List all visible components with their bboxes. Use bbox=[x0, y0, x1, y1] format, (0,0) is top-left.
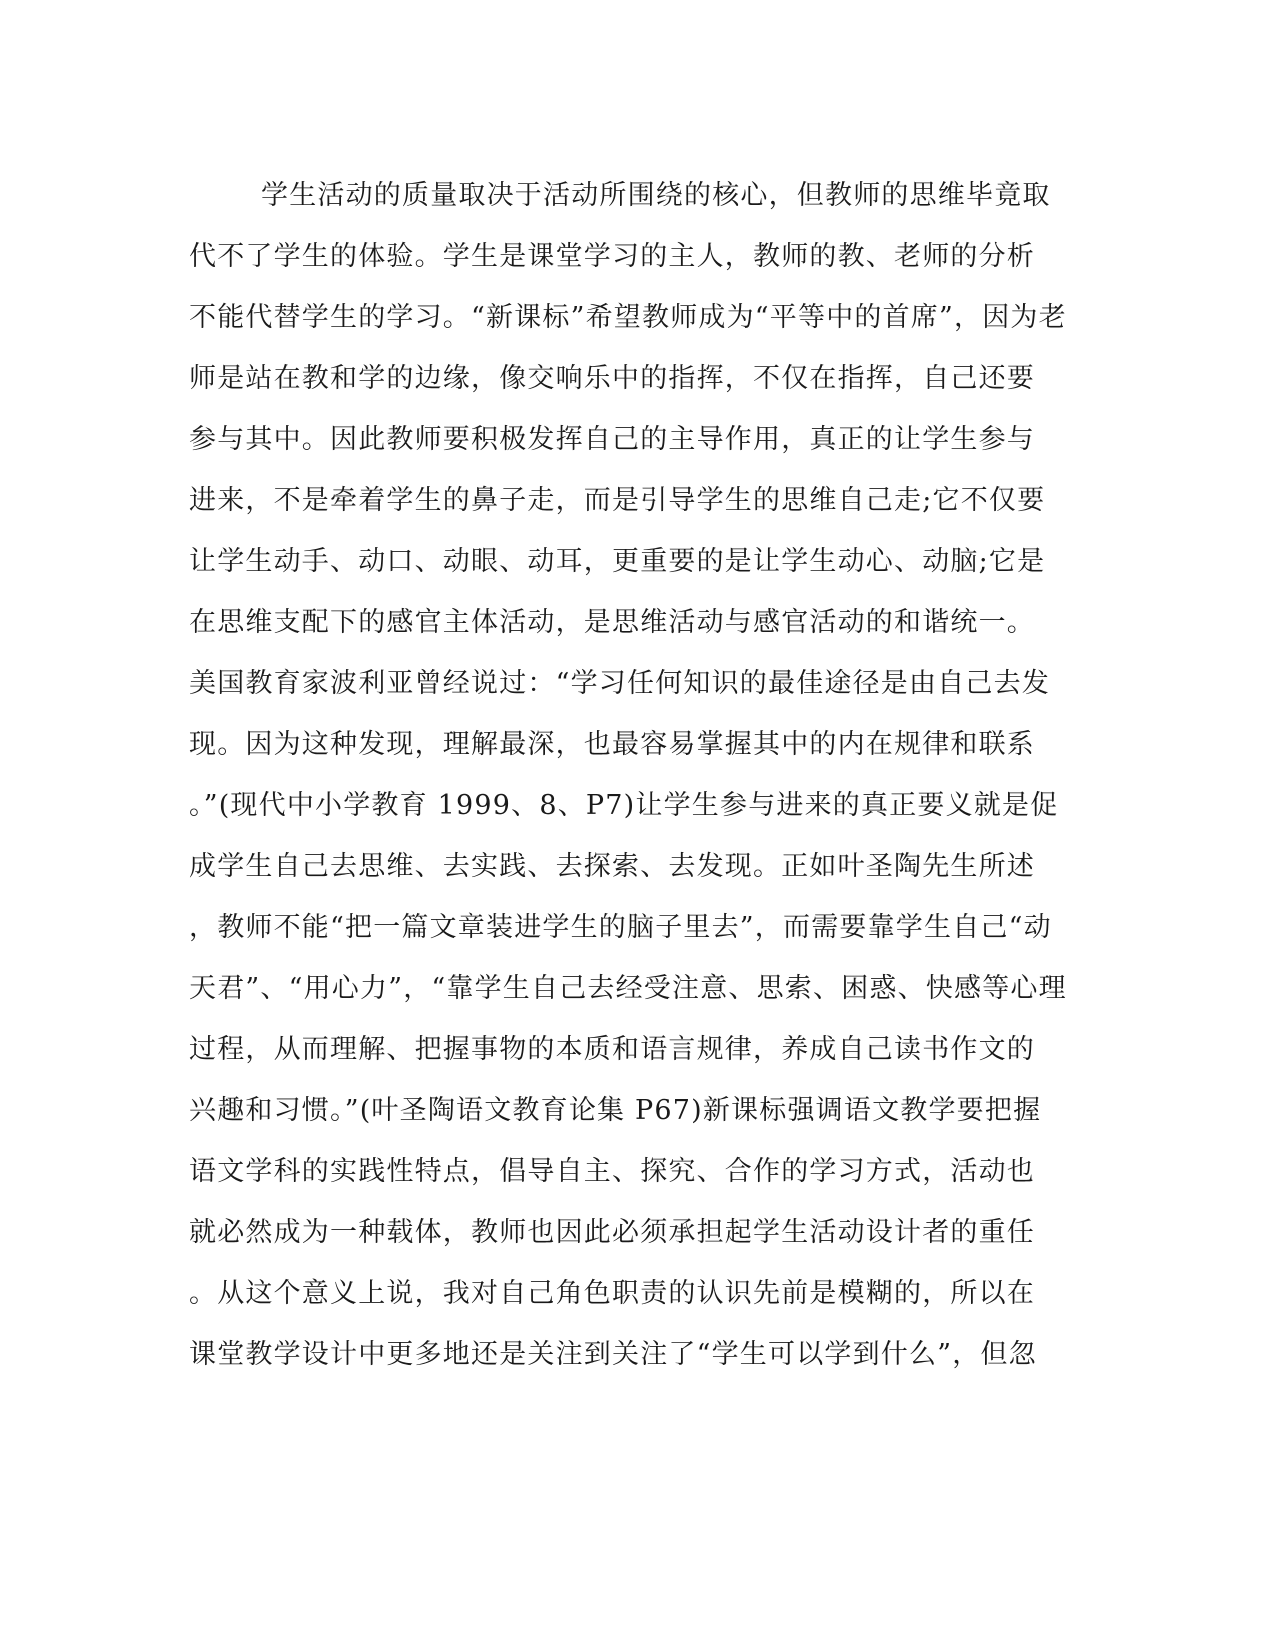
text-line: 天君”、“用心力”，“靠学生自己去经受注意、思索、困惑、快感等心理 bbox=[189, 973, 1067, 1004]
text-line: 美国教育家波利亚曾经说过：“学习任何知识的最佳途径是由自己去发 bbox=[189, 668, 1051, 699]
text-line: 过程，从而理解、把握事物的本质和语言规律，养成自己读书作文的 bbox=[189, 1034, 1035, 1065]
text-line: 进来，不是牵着学生的鼻子走，而是引导学生的思维自己走;它不仅要 bbox=[189, 485, 1046, 516]
text-line: 让学生动手、动口、动眼、动耳，更重要的是让学生动心、动脑;它是 bbox=[189, 546, 1046, 577]
text-line: 语文学科的实践性特点，倡导自主、探究、合作的学习方式，活动也 bbox=[189, 1156, 1035, 1187]
text-line: ，教师不能“把一篇文章装进学生的脑子里去”，而需要靠学生自己“动 bbox=[189, 912, 1052, 943]
body-paragraph bbox=[189, 165, 1089, 1385]
text-line: 学生活动的质量取决于活动所围绕的核心，但教师的思维毕竟取 bbox=[261, 180, 1051, 211]
text-line: 。从这个意义上说，我对自己角色职责的认识先前是模糊的，所以在 bbox=[189, 1278, 1035, 1309]
text-line: 兴趣和习惯。”(叶圣陶语文教育论集 P67)新课标强调语文教学要把握 bbox=[189, 1095, 1042, 1126]
text-line: 参与其中。因此教师要积极发挥自己的主导作用，真正的让学生参与 bbox=[189, 424, 1035, 455]
text-line: 成学生自己去思维、去实践、去探索、去发现。正如叶圣陶先生所述 bbox=[189, 851, 1035, 882]
text-line: 不能代替学生的学习。“新课标”希望教师成为“平等中的首席”，因为老 bbox=[189, 302, 1067, 333]
text-line: 代不了学生的体验。学生是课堂学习的主人，教师的教、老师的分析 bbox=[189, 241, 1035, 272]
text-line: 课堂教学设计中更多地还是关注到关注了“学生可以学到什么”，但忽 bbox=[189, 1339, 1037, 1370]
text-line: 就必然成为一种载体，教师也因此必须承担起学生活动设计者的重任 bbox=[189, 1217, 1035, 1248]
text-line: 。”(现代中小学教育 1999、8、P7)让学生参与进来的真正要义就是促 bbox=[189, 790, 1059, 821]
text-line: 师是站在教和学的边缘，像交响乐中的指挥，不仅在指挥，自己还要 bbox=[189, 363, 1035, 394]
text-line: 在思维支配下的感官主体活动，是思维活动与感官活动的和谐统一。 bbox=[189, 607, 1035, 638]
text-line: 现。因为这种发现，理解最深，也最容易掌握其中的内在规律和联系 bbox=[189, 729, 1035, 760]
